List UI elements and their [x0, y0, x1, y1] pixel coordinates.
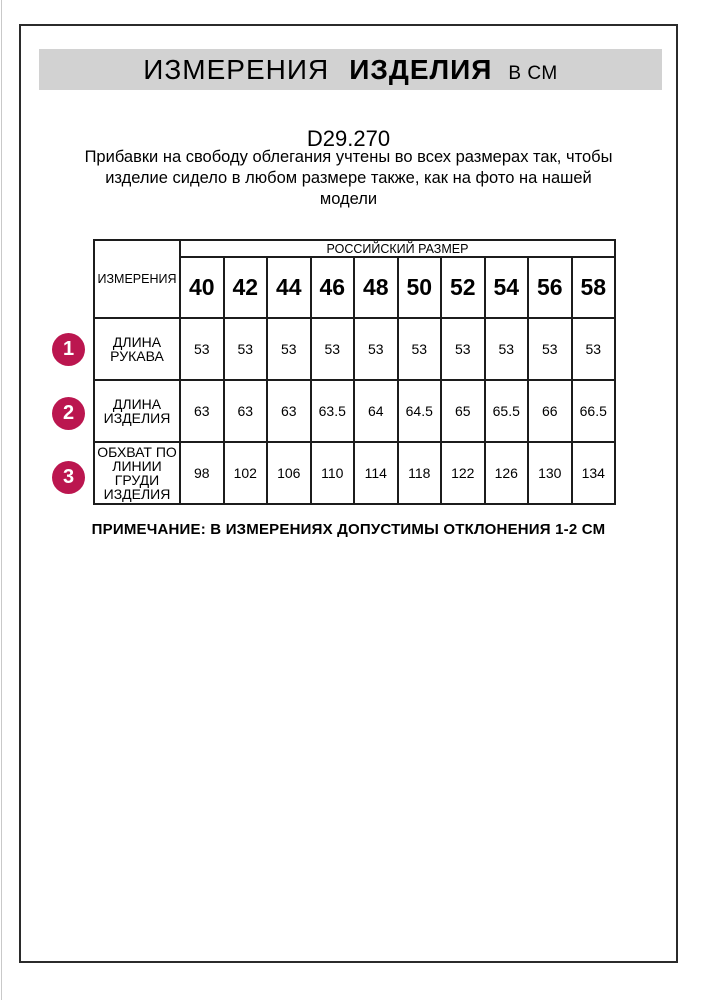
measure-value-cell: 114: [354, 442, 398, 504]
measure-value-cell: 53: [311, 318, 355, 380]
corner-header-cell: ИЗМЕРЕНИЯ: [94, 240, 180, 318]
measure-value-cell: 53: [441, 318, 485, 380]
row-badge-1: 1: [52, 333, 85, 366]
measure-row: [94, 318, 615, 380]
measure-value-cell: 66: [528, 380, 572, 442]
row-badge-2: 2: [52, 397, 85, 430]
measure-value-cell: 53: [224, 318, 268, 380]
size-col-header: 52: [441, 257, 485, 318]
measure-value-cell: 126: [485, 442, 529, 504]
size-col-header: 46: [311, 257, 355, 318]
measure-value-cell: 64.5: [398, 380, 442, 442]
title-word-measurements: ИЗМЕРЕНИЯ: [143, 54, 330, 85]
size-table: [93, 239, 616, 505]
article-number: D29.270: [306, 126, 391, 151]
measure-value-cell: 63: [224, 380, 268, 442]
size-col-header: 42: [224, 257, 268, 318]
size-col-header: 40: [180, 257, 224, 318]
measure-value-cell: 106: [267, 442, 311, 504]
measure-value-cell: 130: [528, 442, 572, 504]
page-edge-line: [1, 0, 2, 1000]
measure-value-cell: 53: [180, 318, 224, 380]
measure-label-cell: ОБХВАТ ПО ЛИНИИ ГРУДИ ИЗДЕЛИЯ: [94, 442, 180, 504]
measure-value-cell: 110: [311, 442, 355, 504]
measure-value-cell: 53: [485, 318, 529, 380]
measure-value-cell: 65.5: [485, 380, 529, 442]
size-group-header-cell: РОССИЙСКИЙ РАЗМЕР: [180, 240, 615, 257]
measure-value-cell: 63.5: [311, 380, 355, 442]
measure-row: [94, 380, 615, 442]
measure-value-cell: 66.5: [572, 380, 616, 442]
size-col-header: 48: [354, 257, 398, 318]
measure-value-cell: 64: [354, 380, 398, 442]
measure-value-cell: 98: [180, 442, 224, 504]
measure-label-cell: ДЛИНА ИЗДЕЛИЯ: [94, 380, 180, 442]
measure-value-cell: 122: [441, 442, 485, 504]
measure-value-cell: 53: [267, 318, 311, 380]
size-col-header: 50: [398, 257, 442, 318]
measure-value-cell: 65: [441, 380, 485, 442]
measure-value-cell: 63: [267, 380, 311, 442]
measure-value-cell: 134: [572, 442, 616, 504]
size-col-header: 58: [572, 257, 616, 318]
measure-label-cell: ДЛИНА РУКАВА: [94, 318, 180, 380]
size-group-row: [94, 240, 615, 257]
title-word-product: ИЗДЕЛИЯ: [349, 54, 493, 85]
measure-value-cell: 53: [528, 318, 572, 380]
note-text: ПРИМЕЧАНИЕ: В ИЗМЕРЕНИЯХ ДОПУСТИМЫ ОТКЛОНЕНИЯ 1-2 СМ: [91, 521, 606, 538]
measure-value-cell: 53: [354, 318, 398, 380]
size-col-header: 56: [528, 257, 572, 318]
size-col-header: 44: [267, 257, 311, 318]
page-frame: [19, 24, 678, 963]
measure-value-cell: 63: [180, 380, 224, 442]
measure-value-cell: 53: [572, 318, 616, 380]
measure-value-cell: 118: [398, 442, 442, 504]
title-banner: [39, 49, 662, 90]
row-badge-3: 3: [52, 461, 85, 494]
measure-value-cell: 102: [224, 442, 268, 504]
title-unit: В СМ: [508, 63, 558, 84]
description-text: Прибавки на свободу облегания учтены во всех размерах так, чтобы изделие сидело в любом размере также, как на фото на нашей модели: [84, 148, 613, 208]
measure-value-cell: 53: [398, 318, 442, 380]
measure-row: [94, 442, 615, 504]
size-col-header: 54: [485, 257, 529, 318]
